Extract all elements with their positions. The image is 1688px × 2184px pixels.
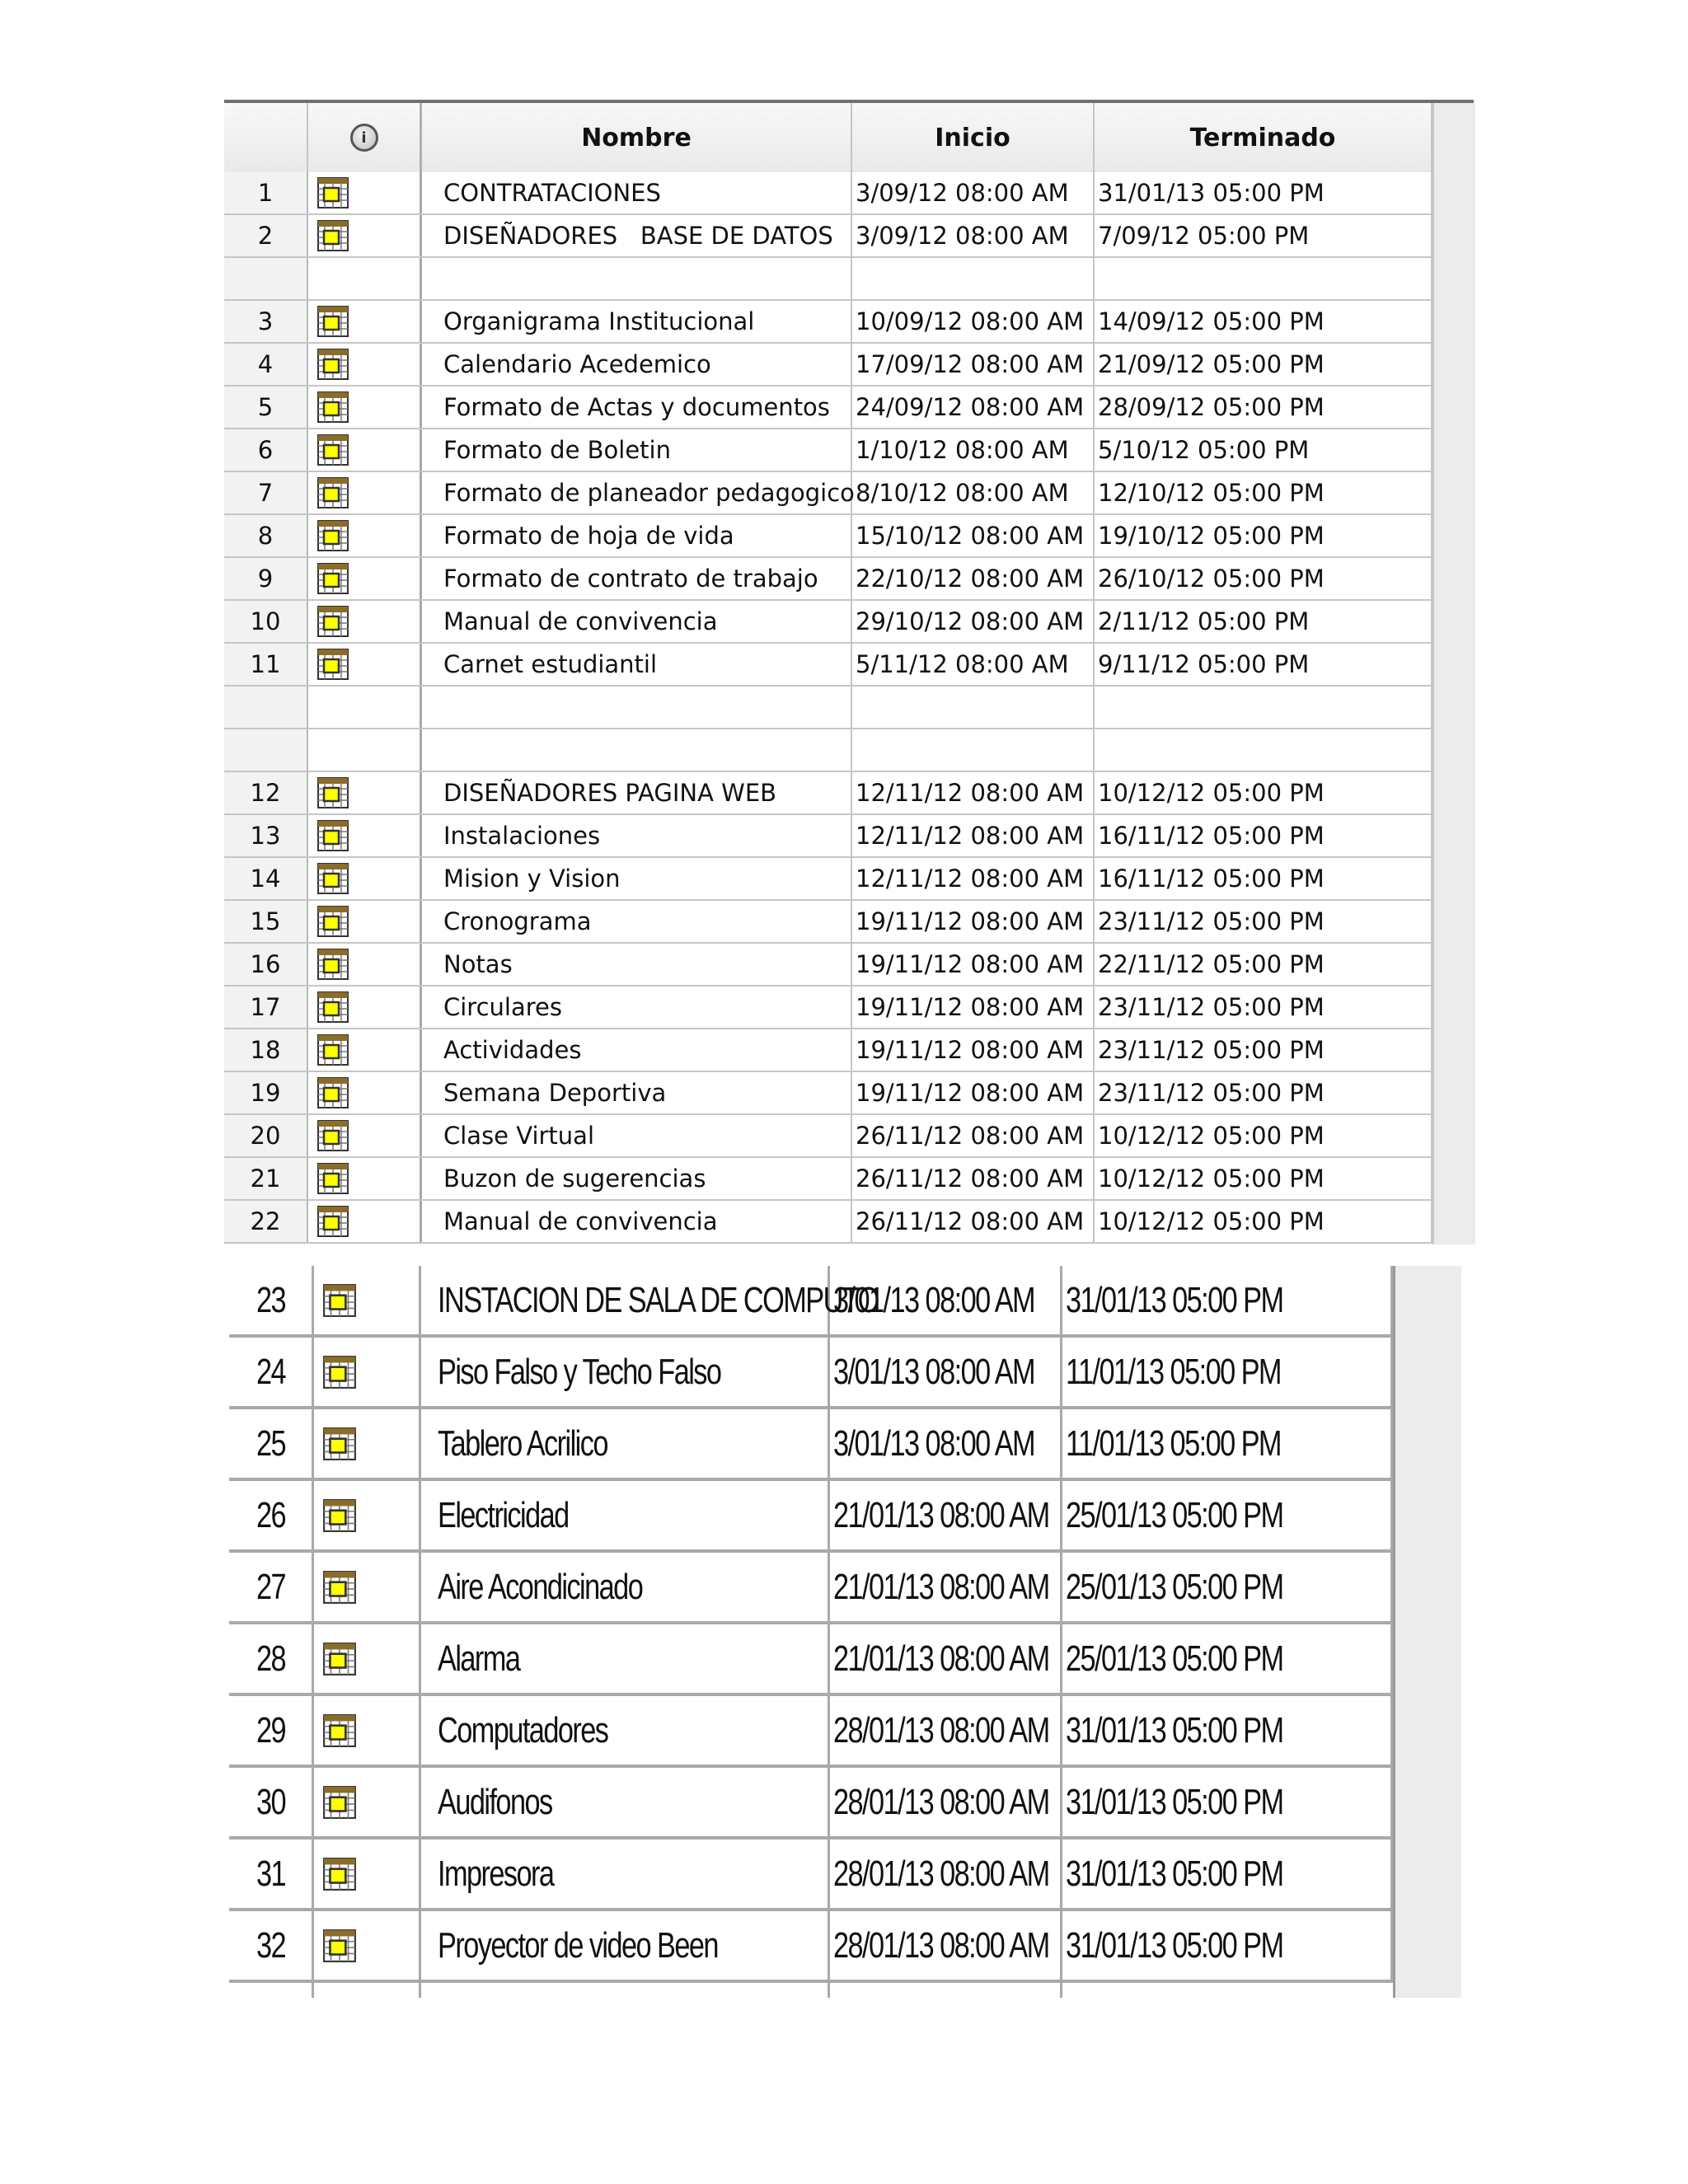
task-name[interactable] (421, 1911, 830, 1980)
table-row[interactable] (224, 1115, 1432, 1158)
task-finish[interactable]: 7/09/12 05:00 PM (1095, 215, 1432, 256)
task-start[interactable]: 26/11/12 08:00 AM (852, 1115, 1095, 1156)
indicator-cell (308, 944, 422, 985)
task-name[interactable]: Manual de convivencia (422, 1201, 852, 1242)
task-calendar-icon (322, 1562, 357, 1613)
task-finish-text: 31/01/13 05:00 PM (1066, 1279, 1283, 1320)
task-name[interactable] (421, 1696, 830, 1765)
task-name-text: Proyector de video Been (438, 1924, 718, 1966)
indicator-cell (314, 1768, 421, 1836)
task-finish[interactable] (1095, 258, 1432, 299)
task-name-text: Alarma (438, 1638, 520, 1679)
task-start[interactable]: 19/11/12 08:00 AM (852, 901, 1095, 942)
task-name[interactable]: Organigrama Institucional (422, 301, 852, 342)
task-finish[interactable]: 31/01/13 05:00 PM (1095, 172, 1432, 213)
row-number[interactable] (229, 1911, 314, 1980)
task-start-text: 28/01/13 08:00 AM (833, 1781, 1049, 1822)
table-row[interactable] (229, 1409, 1393, 1481)
task-finish-text: 11/01/13 05:00 PM (1066, 1422, 1281, 1464)
task-start-text: 3/01/13 08:00 AM (833, 1279, 1035, 1320)
table-row[interactable] (229, 1553, 1393, 1624)
table-row[interactable] (224, 944, 1432, 987)
task-start-text: 3/01/13 08:00 AM (833, 1351, 1035, 1392)
row-number[interactable]: 11 (224, 644, 308, 685)
task-start[interactable]: 15/10/12 08:00 AM (852, 515, 1095, 556)
table-row[interactable] (229, 1768, 1393, 1840)
task-name[interactable]: Formato de Actas y documentos (422, 387, 852, 428)
task-name[interactable] (421, 1409, 830, 1478)
task-finish[interactable]: 16/11/12 05:00 PM (1095, 858, 1432, 899)
task-finish[interactable] (1062, 1481, 1393, 1549)
header-start[interactable]: Inicio (852, 103, 1095, 172)
table-row[interactable] (224, 1029, 1432, 1072)
row-number-text: 23 (256, 1279, 285, 1320)
task-finish-text: 31/01/13 05:00 PM (1066, 1853, 1283, 1894)
row-number[interactable] (229, 1481, 314, 1549)
table-row[interactable] (229, 1338, 1393, 1409)
indicator-cell (314, 1338, 421, 1406)
table-row[interactable] (224, 644, 1432, 687)
task-name[interactable]: Actividades (422, 1029, 852, 1071)
table-row[interactable] (224, 772, 1432, 815)
task-finish[interactable] (1062, 1338, 1393, 1406)
row-number[interactable] (229, 1409, 314, 1478)
task-start-text: 21/01/13 08:00 AM (833, 1638, 1049, 1679)
task-finish[interactable]: 2/11/12 05:00 PM (1095, 601, 1432, 642)
row-number[interactable] (229, 1553, 314, 1621)
task-finish-text: 31/01/13 05:00 PM (1066, 1709, 1283, 1750)
table-row[interactable] (224, 1072, 1432, 1115)
task-calendar-icon (316, 305, 349, 338)
row-number[interactable]: 6 (224, 429, 308, 471)
table-row[interactable] (224, 1201, 1432, 1244)
task-start-text: 28/01/13 08:00 AM (833, 1709, 1049, 1750)
indicator-cell (308, 172, 422, 213)
task-name[interactable]: Clase Virtual (422, 1115, 852, 1156)
task-name-text: Piso Falso y Techo Falso (438, 1351, 721, 1392)
table-body (224, 172, 1432, 1244)
table-row[interactable] (229, 1481, 1393, 1553)
indicator-cell (308, 1158, 422, 1199)
task-calendar-icon (316, 391, 349, 424)
task-finish[interactable] (1062, 1409, 1393, 1478)
task-name[interactable]: Mision y Vision (422, 858, 852, 899)
table-row[interactable] (224, 987, 1432, 1029)
task-calendar-icon (316, 1033, 349, 1066)
table-row[interactable] (229, 1266, 1393, 1338)
indicator-cell (308, 472, 422, 513)
task-finish[interactable]: 22/11/12 05:00 PM (1095, 944, 1432, 985)
indicator-cell (308, 772, 422, 813)
indicator-cell (308, 601, 422, 642)
task-finish[interactable]: 5/10/12 05:00 PM (1095, 429, 1432, 471)
task-start[interactable]: 12/11/12 08:00 AM (852, 815, 1095, 856)
table-row[interactable] (224, 901, 1432, 944)
table-row[interactable] (224, 387, 1432, 429)
table-row[interactable] (224, 344, 1432, 387)
row-number[interactable] (229, 1338, 314, 1406)
task-finish-text: 25/01/13 05:00 PM (1066, 1494, 1283, 1535)
row-number[interactable]: 7 (224, 472, 308, 513)
table-row[interactable] (224, 1158, 1432, 1201)
task-start-text: 28/01/13 08:00 AM (833, 1853, 1049, 1894)
indicator-cell (308, 729, 422, 771)
task-name[interactable] (421, 1768, 830, 1836)
row-number[interactable]: 16 (224, 944, 308, 985)
table-row[interactable] (224, 301, 1432, 344)
task-start[interactable] (830, 1338, 1062, 1406)
table-row-blank[interactable] (224, 687, 1432, 729)
task-name[interactable]: Notas (422, 944, 852, 985)
task-calendar-icon (322, 1920, 357, 1971)
task-start[interactable]: 22/10/12 08:00 AM (852, 558, 1095, 599)
task-start[interactable] (852, 258, 1095, 299)
indicator-cell (308, 901, 422, 942)
task-name[interactable] (421, 1266, 879, 1334)
table-header (224, 103, 1432, 172)
row-number[interactable]: 14 (224, 858, 308, 899)
row-number[interactable]: 8 (224, 515, 308, 556)
task-start[interactable]: 29/10/12 08:00 AM (852, 601, 1095, 642)
task-calendar-icon (316, 348, 349, 381)
task-finish[interactable]: 12/10/12 05:00 PM (1095, 472, 1432, 513)
task-calendar-icon (316, 1076, 349, 1109)
row-number[interactable] (229, 1266, 314, 1334)
task-start[interactable] (830, 1409, 1062, 1478)
row-number[interactable]: 19 (224, 1072, 308, 1113)
task-name[interactable]: Formato de hoja de vida (422, 515, 852, 556)
indicator-cell (308, 301, 422, 342)
task-finish[interactable]: 9/11/12 05:00 PM (1095, 644, 1432, 685)
row-number[interactable] (224, 687, 308, 728)
row-number[interactable] (229, 1624, 314, 1693)
task-name[interactable] (422, 258, 852, 299)
task-calendar-icon (322, 1777, 357, 1828)
task-calendar-icon (316, 434, 349, 466)
task-start[interactable]: 3/09/12 08:00 AM (852, 172, 1095, 213)
task-name[interactable]: Formato de contrato de trabajo (422, 558, 852, 599)
task-name-text: INSTACION DE SALA DE COMPUTO (438, 1279, 879, 1320)
task-table-1 (224, 100, 1474, 1244)
task-name[interactable]: Semana Deportiva (422, 1072, 852, 1113)
task-finish[interactable] (1062, 1553, 1393, 1621)
row-number[interactable]: 20 (224, 1115, 308, 1156)
task-calendar-icon (316, 905, 349, 938)
row-number[interactable]: 1 (224, 172, 308, 213)
task-name[interactable]: Calendario Acedemico (422, 344, 852, 385)
header-finish[interactable]: Terminado (1095, 103, 1432, 172)
task-start[interactable] (830, 1553, 1062, 1621)
task-start[interactable] (830, 1840, 1062, 1908)
row-number-text: 26 (256, 1494, 285, 1535)
table-row[interactable] (224, 858, 1432, 901)
task-start[interactable]: 12/11/12 08:00 AM (852, 772, 1095, 813)
indicator-cell (308, 215, 422, 256)
task-name[interactable]: CONTRATACIONES (422, 172, 852, 213)
header-indicators[interactable] (308, 103, 422, 172)
indicator-cell (308, 258, 422, 299)
task-calendar-icon (322, 1705, 357, 1756)
task-start[interactable] (830, 1266, 1062, 1334)
task-finish[interactable]: 23/11/12 05:00 PM (1095, 1029, 1432, 1071)
indicator-cell (308, 815, 422, 856)
task-start[interactable]: 19/11/12 08:00 AM (852, 944, 1095, 985)
table-row[interactable] (224, 429, 1432, 472)
row-number-text: 32 (256, 1924, 285, 1966)
task-calendar-icon (316, 648, 349, 681)
row-number[interactable]: 17 (224, 987, 308, 1028)
task-finish[interactable]: 10/12/12 05:00 PM (1095, 772, 1432, 813)
table-row[interactable] (229, 1911, 1393, 1983)
task-calendar-icon (316, 1162, 349, 1195)
task-finish[interactable]: 14/09/12 05:00 PM (1095, 301, 1432, 342)
task-finish-text: 31/01/13 05:00 PM (1066, 1924, 1283, 1966)
task-name[interactable] (421, 1481, 830, 1549)
task-name[interactable] (421, 1338, 830, 1406)
gantt-area (1393, 1266, 1461, 1998)
task-calendar-icon (322, 1347, 357, 1398)
table-row[interactable] (229, 1624, 1393, 1696)
task-calendar-icon (316, 176, 349, 209)
task-name-text: Impresora (438, 1853, 554, 1894)
row-number[interactable]: 5 (224, 387, 308, 428)
table-row[interactable] (224, 601, 1432, 644)
indicator-cell (308, 429, 422, 471)
task-calendar-icon (316, 1119, 349, 1152)
header-row-number[interactable] (224, 103, 308, 172)
task-start[interactable] (830, 1696, 1062, 1765)
task-start-text: 3/01/13 08:00 AM (833, 1422, 1035, 1464)
task-start[interactable]: 12/11/12 08:00 AM (852, 858, 1095, 899)
indicator-cell (308, 558, 422, 599)
row-number[interactable] (229, 1840, 314, 1908)
table-row[interactable] (224, 472, 1432, 515)
info-icon: i (350, 124, 378, 152)
task-name[interactable]: DISEÑADORES PAGINA WEB (422, 772, 852, 813)
task-finish[interactable] (1095, 729, 1432, 771)
task-finish-text: 31/01/13 05:00 PM (1066, 1781, 1283, 1822)
task-start[interactable] (830, 1624, 1062, 1693)
indicator-cell (314, 1266, 421, 1334)
task-finish[interactable] (1095, 687, 1432, 728)
task-start[interactable]: 24/09/12 08:00 AM (852, 387, 1095, 428)
indicator-cell (314, 1840, 421, 1908)
task-start[interactable]: 26/11/12 08:00 AM (852, 1201, 1095, 1242)
task-finish[interactable]: 10/12/12 05:00 PM (1095, 1158, 1432, 1199)
row-number[interactable]: 22 (224, 1201, 308, 1242)
row-number[interactable] (229, 1768, 314, 1836)
row-number-text: 30 (256, 1781, 285, 1822)
task-calendar-icon (322, 1633, 357, 1685)
task-start[interactable] (830, 1768, 1062, 1836)
row-number[interactable]: 2 (224, 215, 308, 256)
row-number-text: 25 (256, 1422, 285, 1464)
task-finish[interactable]: 23/11/12 05:00 PM (1095, 1072, 1432, 1113)
task-start[interactable]: 3/09/12 08:00 AM (852, 215, 1095, 256)
task-name[interactable] (421, 1840, 830, 1908)
row-number[interactable] (224, 729, 308, 771)
row-number[interactable]: 3 (224, 301, 308, 342)
task-name[interactable]: Instalaciones (422, 815, 852, 856)
row-number-text: 24 (256, 1351, 285, 1392)
task-table-2 (229, 1266, 1459, 1998)
task-finish[interactable] (1062, 1768, 1393, 1836)
task-calendar-icon (316, 948, 349, 981)
task-start[interactable] (852, 687, 1095, 728)
row-number-text: 28 (256, 1638, 285, 1679)
task-start[interactable] (852, 729, 1095, 771)
task-calendar-icon (316, 562, 349, 595)
row-number[interactable]: 12 (224, 772, 308, 813)
task-name-text: Electricidad (438, 1494, 569, 1535)
task-calendar-icon (316, 605, 349, 638)
task-name[interactable]: Manual de convivencia (422, 601, 852, 642)
task-calendar-icon (322, 1490, 357, 1541)
task-finish[interactable]: 19/10/12 05:00 PM (1095, 515, 1432, 556)
task-start[interactable]: 19/11/12 08:00 AM (852, 1072, 1095, 1113)
row-number[interactable]: 9 (224, 558, 308, 599)
indicator-cell (308, 858, 422, 899)
indicator-cell (314, 1553, 421, 1621)
task-name[interactable]: Cronograma (422, 901, 852, 942)
task-name-text: Audifonos (438, 1781, 552, 1822)
task-name[interactable] (421, 1624, 830, 1693)
task-start[interactable]: 10/09/12 08:00 AM (852, 301, 1095, 342)
indicator-cell (314, 1624, 421, 1693)
table-row[interactable] (224, 558, 1432, 601)
row-number[interactable]: 18 (224, 1029, 308, 1071)
task-start[interactable]: 26/11/12 08:00 AM (852, 1158, 1095, 1199)
task-calendar-icon (316, 519, 349, 552)
task-calendar-icon (316, 819, 349, 852)
task-calendar-icon (322, 1275, 357, 1326)
table-row[interactable] (229, 1696, 1393, 1768)
task-calendar-icon (316, 219, 349, 252)
task-finish[interactable]: 21/09/12 05:00 PM (1095, 344, 1432, 385)
task-finish[interactable]: 10/12/12 05:00 PM (1095, 1115, 1432, 1156)
task-calendar-icon (322, 1849, 357, 1900)
indicator-cell (308, 1201, 422, 1242)
task-name[interactable]: Formato de Boletin (422, 429, 852, 471)
row-number[interactable]: 4 (224, 344, 308, 385)
header-name[interactable]: Nombre (422, 103, 852, 172)
task-start[interactable]: 5/11/12 08:00 AM (852, 644, 1095, 685)
task-finish-text: 25/01/13 05:00 PM (1066, 1638, 1283, 1679)
task-calendar-icon (322, 1418, 357, 1469)
indicator-cell (308, 515, 422, 556)
table-row-blank[interactable] (224, 258, 1432, 301)
task-finish[interactable]: 26/10/12 05:00 PM (1095, 558, 1432, 599)
task-calendar-icon (316, 1205, 349, 1238)
indicator-cell (308, 987, 422, 1028)
task-calendar-icon (316, 862, 349, 895)
task-finish[interactable]: 23/11/12 05:00 PM (1095, 987, 1432, 1028)
task-start[interactable]: 19/11/12 08:00 AM (852, 987, 1095, 1028)
task-start[interactable] (830, 1911, 1062, 1980)
task-name[interactable] (421, 1553, 830, 1621)
indicator-cell (308, 1115, 422, 1156)
task-start[interactable]: 1/10/12 08:00 AM (852, 429, 1095, 471)
task-finish-text: 11/01/13 05:00 PM (1066, 1351, 1281, 1392)
row-number-text: 31 (256, 1853, 285, 1894)
task-finish[interactable] (1062, 1696, 1393, 1765)
task-start-text: 28/01/13 08:00 AM (833, 1924, 1049, 1966)
task-finish-text: 25/01/13 05:00 PM (1066, 1566, 1283, 1607)
table-row[interactable] (224, 172, 1432, 215)
task-name-text: Tablero Acrilico (438, 1422, 607, 1464)
indicator-cell (314, 1409, 421, 1478)
task-finish[interactable]: 28/09/12 05:00 PM (1095, 387, 1432, 428)
task-name[interactable]: Formato de planeador pedagogico (422, 472, 852, 513)
task-name[interactable]: Circulares (422, 987, 852, 1028)
task-calendar-icon (316, 476, 349, 509)
task-finish[interactable] (1062, 1911, 1393, 1980)
task-calendar-icon (316, 776, 349, 809)
task-calendar-icon (316, 991, 349, 1024)
table-row-blank[interactable] (224, 729, 1432, 772)
task-name[interactable] (422, 687, 852, 728)
row-number[interactable]: 13 (224, 815, 308, 856)
task-start[interactable]: 19/11/12 08:00 AM (852, 1029, 1095, 1071)
task-start[interactable] (830, 1481, 1062, 1549)
task-finish[interactable]: 16/11/12 05:00 PM (1095, 815, 1432, 856)
task-name[interactable]: Buzon de sugerencias (422, 1158, 852, 1199)
task-start-text: 21/01/13 08:00 AM (833, 1494, 1049, 1535)
task-start[interactable]: 17/09/12 08:00 AM (852, 344, 1095, 385)
indicator-cell (308, 387, 422, 428)
task-finish[interactable]: 23/11/12 05:00 PM (1095, 901, 1432, 942)
task-finish[interactable] (1062, 1840, 1393, 1908)
row-number[interactable]: 21 (224, 1158, 308, 1199)
task-name-text: Aire Acondicinado (438, 1566, 643, 1607)
indicator-cell (308, 344, 422, 385)
table-row[interactable] (224, 215, 1432, 258)
indicator-cell (308, 1029, 422, 1071)
row-number[interactable] (224, 258, 308, 299)
gantt-area (1432, 103, 1475, 1244)
task-start-text: 21/01/13 08:00 AM (833, 1566, 1049, 1607)
indicator-cell (308, 644, 422, 685)
table-row[interactable] (224, 515, 1432, 558)
indicator-cell (314, 1911, 421, 1980)
task-finish[interactable] (1062, 1624, 1393, 1693)
row-number-text: 27 (256, 1566, 285, 1607)
row-number[interactable] (229, 1696, 314, 1765)
task-name[interactable]: Carnet estudiantil (422, 644, 852, 685)
indicator-cell (308, 1072, 422, 1113)
task-name-text: Computadores (438, 1709, 608, 1750)
task-finish[interactable]: 10/12/12 05:00 PM (1095, 1201, 1432, 1242)
table-row[interactable] (229, 1840, 1393, 1911)
indicator-cell (314, 1481, 421, 1549)
task-name[interactable] (422, 729, 852, 771)
task-name[interactable]: DISEÑADORES BASE DE DATOS (422, 215, 852, 256)
task-finish[interactable] (1062, 1266, 1393, 1334)
row-number[interactable]: 10 (224, 601, 308, 642)
row-number[interactable]: 15 (224, 901, 308, 942)
row-number-text: 29 (256, 1709, 285, 1750)
indicator-cell (314, 1696, 421, 1765)
table-row[interactable] (224, 815, 1432, 858)
indicator-cell (308, 687, 422, 728)
task-start[interactable]: 8/10/12 08:00 AM (852, 472, 1095, 513)
